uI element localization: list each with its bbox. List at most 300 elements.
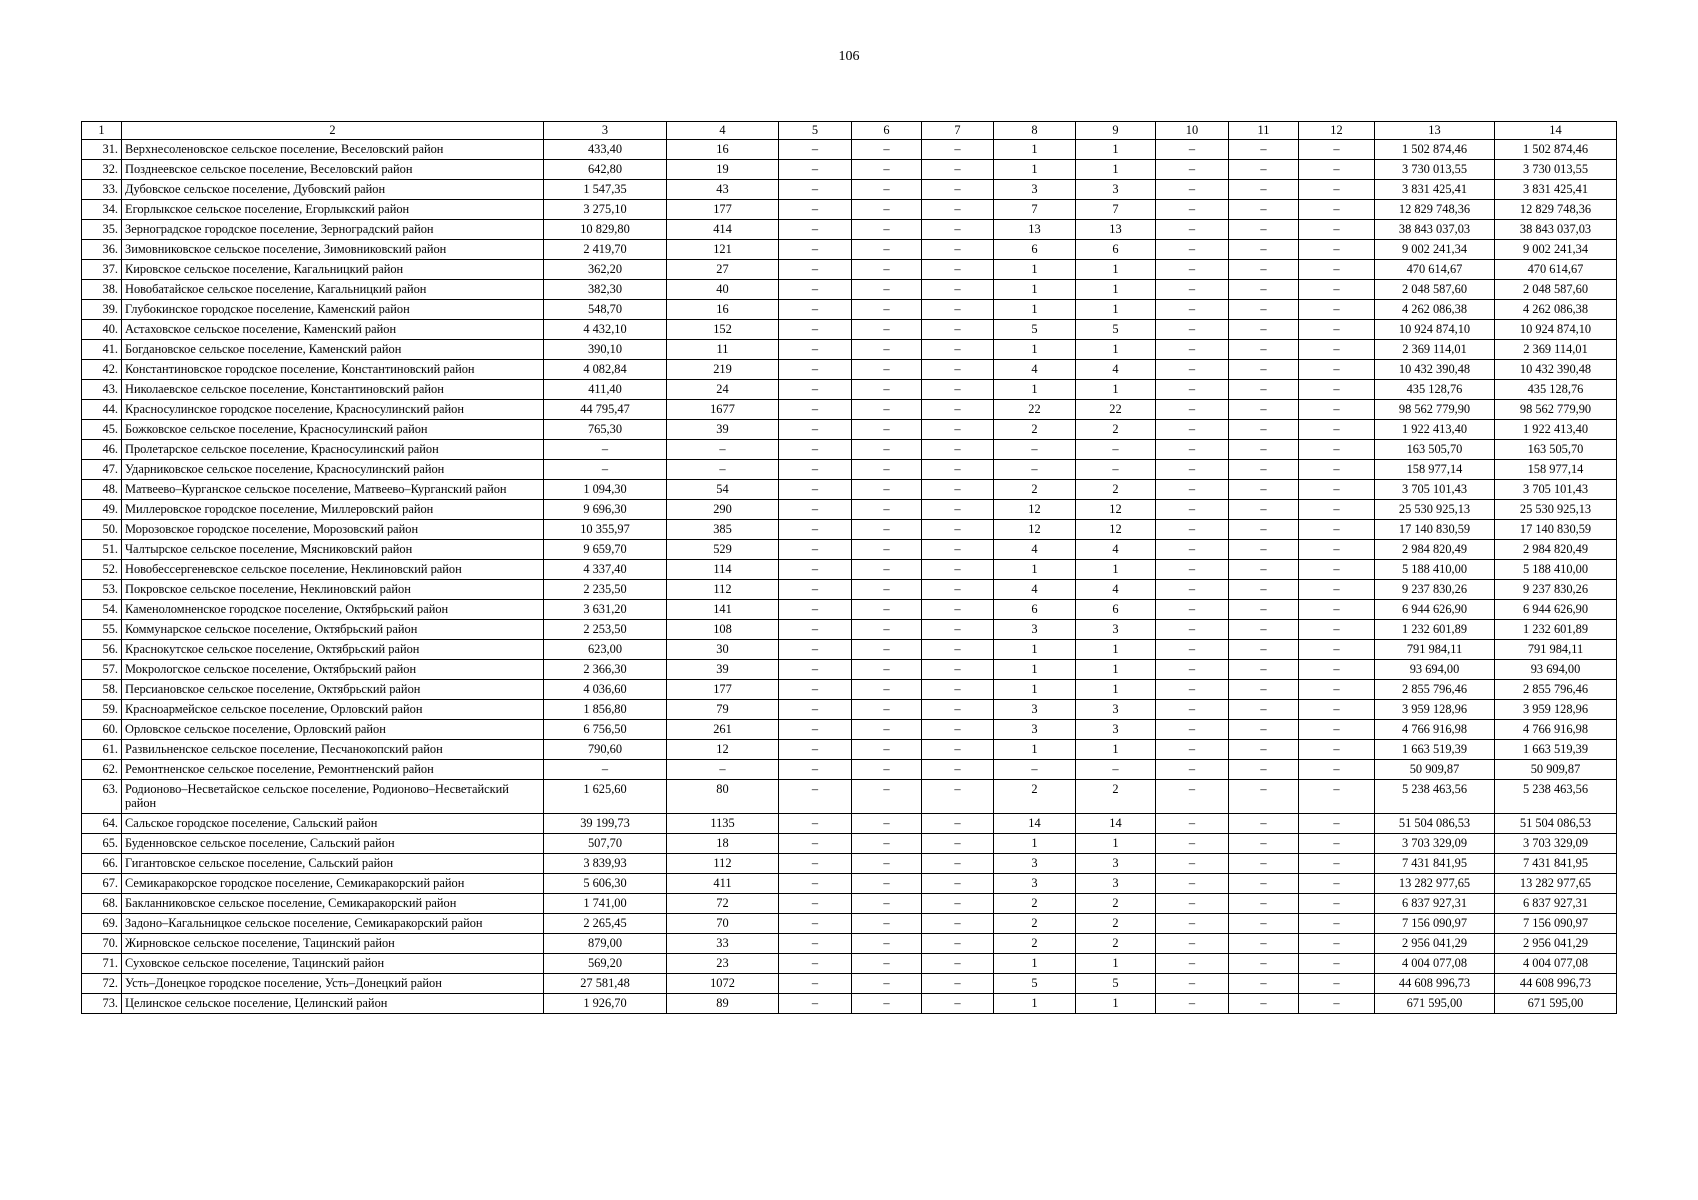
table-cell: – (1229, 220, 1299, 240)
table-cell: – (852, 814, 922, 834)
table-cell: 3 275,10 (544, 200, 667, 220)
table-cell: – (1229, 400, 1299, 420)
table-cell: – (779, 360, 852, 380)
table-cell: 2 855 796,46 (1375, 680, 1495, 700)
table-cell: 1 094,30 (544, 480, 667, 500)
table-cell: Покровское сельское поселение, Неклиновский район (122, 580, 544, 600)
table-cell: 98 562 779,90 (1375, 400, 1495, 420)
table-row (82, 914, 1617, 934)
table-cell: 3 631,20 (544, 600, 667, 620)
table-cell: – (922, 420, 994, 440)
table-cell: – (1229, 340, 1299, 360)
table-cell: Морозовское городское поселение, Морозовский район (122, 520, 544, 540)
table-cell: – (1299, 500, 1375, 520)
table-cell: 1 232 601,89 (1495, 620, 1617, 640)
table-cell: 3 (1076, 720, 1156, 740)
table-cell: – (922, 400, 994, 420)
table-cell: 1 (1076, 560, 1156, 580)
table-cell: 1 (994, 560, 1076, 580)
table-cell: Красносулинское городское поселение, Красносулинский район (122, 400, 544, 420)
table-cell: 2 855 796,46 (1495, 680, 1617, 700)
table-cell: – (779, 380, 852, 400)
table-header-row (82, 122, 1617, 140)
table-cell: 3 (994, 874, 1076, 894)
table-cell: 9 237 830,26 (1495, 580, 1617, 600)
table-cell: 59. (82, 700, 122, 720)
table-cell: – (852, 954, 922, 974)
table-cell: 52. (82, 560, 122, 580)
table-cell: 32. (82, 160, 122, 180)
table-cell: 48. (82, 480, 122, 500)
table-cell: 1 (1076, 680, 1156, 700)
table-cell: 5 188 410,00 (1375, 560, 1495, 580)
table-cell: – (1299, 934, 1375, 954)
table-cell: – (922, 520, 994, 540)
table-cell: 66. (82, 854, 122, 874)
table-cell: 51. (82, 540, 122, 560)
table-cell: 17 140 830,59 (1495, 520, 1617, 540)
table-cell: – (852, 220, 922, 240)
table-cell: – (1156, 874, 1229, 894)
table-cell: – (544, 440, 667, 460)
table-cell: – (1156, 720, 1229, 740)
table-cell: – (852, 400, 922, 420)
table-cell: Зимовниковское сельское поселение, Зимовниковский район (122, 240, 544, 260)
table-cell: 50 909,87 (1375, 760, 1495, 780)
table-cell: 40. (82, 320, 122, 340)
table-cell: – (852, 240, 922, 260)
table-cell: – (922, 180, 994, 200)
table-cell: 3 (994, 720, 1076, 740)
table-cell: – (1229, 680, 1299, 700)
table-cell: 98 562 779,90 (1495, 400, 1617, 420)
table-cell: – (922, 200, 994, 220)
table-cell: 1 663 519,39 (1495, 740, 1617, 760)
table-cell: 671 595,00 (1375, 994, 1495, 1014)
table-cell: – (852, 834, 922, 854)
table-cell: – (852, 380, 922, 400)
table-cell: Персиановское сельское поселение, Октябрьский район (122, 680, 544, 700)
table-cell: – (1156, 580, 1229, 600)
table-cell: 3 959 128,96 (1495, 700, 1617, 720)
table-cell: – (1229, 540, 1299, 560)
table-cell: – (1299, 854, 1375, 874)
table-row (82, 580, 1617, 600)
table-cell: – (1156, 180, 1229, 200)
table-row (82, 440, 1617, 460)
table-cell: – (1156, 954, 1229, 974)
table-cell: Родионово–Несветайское сельское поселение, Родионово–Несветайский район (122, 780, 544, 814)
table-cell: – (922, 894, 994, 914)
table-cell: 54. (82, 600, 122, 620)
table-cell: – (1156, 600, 1229, 620)
table-cell: Верхнесоленовское сельское поселение, Веселовский район (122, 140, 544, 160)
table-cell: – (1229, 180, 1299, 200)
table-cell: – (922, 500, 994, 520)
table-cell: – (922, 360, 994, 380)
table-cell: Позднеевское сельское поселение, Веселовский район (122, 160, 544, 180)
table-cell: 5 238 463,56 (1495, 780, 1617, 814)
table-cell: – (1299, 560, 1375, 580)
table-cell: 3 (1076, 700, 1156, 720)
table-cell: 17 140 830,59 (1375, 520, 1495, 540)
table-cell: 1 625,60 (544, 780, 667, 814)
table-cell: – (1299, 380, 1375, 400)
table-cell: 9 002 241,34 (1495, 240, 1617, 260)
table-cell: – (1229, 954, 1299, 974)
table-cell: 3 703 329,09 (1375, 834, 1495, 854)
table-cell: Буденновское сельское поселение, Сальский район (122, 834, 544, 854)
table-cell: 19 (667, 160, 779, 180)
table-cell: 507,70 (544, 834, 667, 854)
table-cell: 12 (1076, 520, 1156, 540)
table-cell: – (779, 200, 852, 220)
table-cell: – (1156, 340, 1229, 360)
table-cell: – (779, 440, 852, 460)
table-cell: 2 (1076, 934, 1156, 954)
table-cell: 71. (82, 954, 122, 974)
table-row (82, 500, 1617, 520)
table-cell: – (852, 600, 922, 620)
table-cell: 1 502 874,46 (1375, 140, 1495, 160)
table-cell: – (779, 854, 852, 874)
table-cell: – (922, 994, 994, 1014)
table-cell: 23 (667, 954, 779, 974)
table-cell: 10 829,80 (544, 220, 667, 240)
table-row (82, 180, 1617, 200)
table-cell: 1 (994, 640, 1076, 660)
table-cell: – (779, 620, 852, 640)
table-cell: 5 (1076, 320, 1156, 340)
table-cell: 61. (82, 740, 122, 760)
table-cell: 121 (667, 240, 779, 260)
table-cell: Бакланниковское сельское поселение, Семикаракорский район (122, 894, 544, 914)
table-cell: Богдановское сельское поселение, Каменский район (122, 340, 544, 360)
table-cell: – (922, 914, 994, 934)
table-cell: 31. (82, 140, 122, 160)
table-cell: 4 004 077,08 (1495, 954, 1617, 974)
table-cell: 569,20 (544, 954, 667, 974)
table-cell: – (1156, 200, 1229, 220)
table-cell: – (1156, 500, 1229, 520)
table-cell: – (1299, 620, 1375, 640)
table-row (82, 760, 1617, 780)
table-row (82, 240, 1617, 260)
table-cell: 4 337,40 (544, 560, 667, 580)
table-cell: – (1299, 220, 1375, 240)
table-cell: – (1229, 360, 1299, 380)
table-cell: 18 (667, 834, 779, 854)
table-cell: 5 (1076, 974, 1156, 994)
table-cell: – (922, 320, 994, 340)
table-cell: 2 265,45 (544, 914, 667, 934)
table-cell: 12 (667, 740, 779, 760)
table-row (82, 540, 1617, 560)
table-cell: – (1229, 780, 1299, 814)
table-cell: – (922, 600, 994, 620)
table-row (82, 934, 1617, 954)
table-cell: 158 977,14 (1495, 460, 1617, 480)
table-cell: Глубокинское городское поселение, Каменский район (122, 300, 544, 320)
table-cell: – (994, 760, 1076, 780)
table-cell: – (779, 220, 852, 240)
table-cell: – (779, 660, 852, 680)
table-cell: 3 730 013,55 (1495, 160, 1617, 180)
table-cell: 3 (994, 620, 1076, 640)
table-cell: 411,40 (544, 380, 667, 400)
table-cell: 642,80 (544, 160, 667, 180)
table-cell: 2 048 587,60 (1495, 280, 1617, 300)
table-cell: 765,30 (544, 420, 667, 440)
table-cell: 3 730 013,55 (1375, 160, 1495, 180)
table-cell: – (779, 180, 852, 200)
table-cell: 219 (667, 360, 779, 380)
table-cell: – (922, 480, 994, 500)
table-cell: – (1299, 280, 1375, 300)
table-cell: 72. (82, 974, 122, 994)
column-header: 9 (1076, 122, 1156, 140)
table-cell: – (1229, 600, 1299, 620)
table-cell: 69. (82, 914, 122, 934)
table-cell: – (1299, 680, 1375, 700)
table-cell: 390,10 (544, 340, 667, 360)
table-row (82, 480, 1617, 500)
table-cell: – (852, 140, 922, 160)
table-cell: 177 (667, 200, 779, 220)
table-cell: – (922, 620, 994, 640)
table-cell: 1 (1076, 300, 1156, 320)
table-cell: – (1299, 914, 1375, 934)
table-cell: – (1229, 894, 1299, 914)
table-cell: – (779, 994, 852, 1014)
table-cell: Ударниковское сельское поселение, Красносулинский район (122, 460, 544, 480)
table-row (82, 974, 1617, 994)
table-cell: – (852, 640, 922, 660)
table-cell: 1135 (667, 814, 779, 834)
table-cell: 3 (994, 700, 1076, 720)
table-cell: – (1299, 300, 1375, 320)
table-cell: – (922, 640, 994, 660)
table-cell: – (1229, 700, 1299, 720)
table-cell: 4 036,60 (544, 680, 667, 700)
table-cell: 2 (994, 480, 1076, 500)
column-header: 13 (1375, 122, 1495, 140)
table-cell: 1 (1076, 834, 1156, 854)
table-cell: 12 829 748,36 (1495, 200, 1617, 220)
table-cell: 33. (82, 180, 122, 200)
table-cell: 3 705 101,43 (1375, 480, 1495, 500)
table-cell: – (852, 340, 922, 360)
table-cell: 3 703 329,09 (1495, 834, 1617, 854)
data-table (81, 121, 1617, 1014)
table-cell: – (852, 440, 922, 460)
table-cell: – (779, 680, 852, 700)
table-cell: – (544, 460, 667, 480)
table-cell: – (1156, 360, 1229, 380)
table-cell: – (922, 220, 994, 240)
table-cell: 163 505,70 (1375, 440, 1495, 460)
table-cell: 6 944 626,90 (1495, 600, 1617, 620)
column-header: 5 (779, 122, 852, 140)
table-cell: – (779, 280, 852, 300)
table-cell: 1 (994, 660, 1076, 680)
table-cell: – (779, 240, 852, 260)
column-header: 10 (1156, 122, 1229, 140)
table-cell: 12 829 748,36 (1375, 200, 1495, 220)
table-cell: 1 547,35 (544, 180, 667, 200)
table-row (82, 954, 1617, 974)
table-row (82, 200, 1617, 220)
table-cell: – (1229, 640, 1299, 660)
table-cell: – (779, 520, 852, 540)
table-cell: 362,20 (544, 260, 667, 280)
table-cell: – (852, 480, 922, 500)
table-cell: 1 (1076, 954, 1156, 974)
table-cell: 2 (994, 934, 1076, 954)
table-cell: 4 766 916,98 (1375, 720, 1495, 740)
table-cell: – (779, 974, 852, 994)
table-row (82, 620, 1617, 640)
table-cell: 63. (82, 780, 122, 814)
table-cell: 3 705 101,43 (1495, 480, 1617, 500)
table-cell: 3 839,93 (544, 854, 667, 874)
column-header: 1 (82, 122, 122, 140)
table-cell: – (1229, 740, 1299, 760)
table-cell: – (852, 280, 922, 300)
table-cell: 470 614,67 (1375, 260, 1495, 280)
table-cell: 38. (82, 280, 122, 300)
table-row (82, 680, 1617, 700)
table-cell: – (1229, 320, 1299, 340)
table-cell: – (1229, 480, 1299, 500)
table-cell: 671 595,00 (1495, 994, 1617, 1014)
table-cell: 9 237 830,26 (1375, 580, 1495, 600)
table-cell: 1 (994, 994, 1076, 1014)
table-row (82, 660, 1617, 680)
table-cell: – (779, 600, 852, 620)
column-header: 2 (122, 122, 544, 140)
table-cell: 22 (994, 400, 1076, 420)
table-cell: – (852, 660, 922, 680)
table-cell: 50 909,87 (1495, 760, 1617, 780)
table-cell: 5 188 410,00 (1495, 560, 1617, 580)
table-cell: 1 (1076, 660, 1156, 680)
table-cell: – (1156, 540, 1229, 560)
table-cell: – (922, 240, 994, 260)
table-cell: 382,30 (544, 280, 667, 300)
table-cell: – (1229, 560, 1299, 580)
table-cell: – (779, 700, 852, 720)
table-cell: – (1229, 500, 1299, 520)
table-cell: – (1229, 660, 1299, 680)
table-cell: – (1299, 440, 1375, 460)
table-cell: 6 837 927,31 (1495, 894, 1617, 914)
table-cell: Семикаракорское городское поселение, Семикаракорский район (122, 874, 544, 894)
table-cell: – (1229, 874, 1299, 894)
table-cell: 79 (667, 700, 779, 720)
table-cell: Новобатайское сельское поселение, Кагальницкий район (122, 280, 544, 300)
table-cell: 1 (1076, 640, 1156, 660)
table-cell: Егорлыкское сельское поселение, Егорлыкский район (122, 200, 544, 220)
table-cell: – (1156, 260, 1229, 280)
table-cell: – (779, 320, 852, 340)
table-cell: Дубовское сельское поселение, Дубовский район (122, 180, 544, 200)
table-cell: Каменоломненское городское поселение, Октябрьский район (122, 600, 544, 620)
column-header: 7 (922, 122, 994, 140)
table-cell: 2 (1076, 894, 1156, 914)
table-cell: – (1299, 760, 1375, 780)
table-cell: – (1156, 280, 1229, 300)
table-cell: – (1156, 994, 1229, 1014)
table-cell: – (852, 460, 922, 480)
table-cell: 1 (994, 954, 1076, 974)
table-cell: 1 (994, 260, 1076, 280)
table-cell: 2 (994, 780, 1076, 814)
table-cell: – (1299, 894, 1375, 914)
table-cell: 1 (1076, 740, 1156, 760)
table-cell: – (852, 740, 922, 760)
table-cell: – (852, 854, 922, 874)
table-cell: Сальское городское поселение, Сальский район (122, 814, 544, 834)
table-cell: 2 (1076, 420, 1156, 440)
table-cell: 39 (667, 420, 779, 440)
table-cell: 2 048 587,60 (1375, 280, 1495, 300)
table-row (82, 994, 1617, 1014)
table-cell: 12 (994, 520, 1076, 540)
table-cell: – (852, 320, 922, 340)
table-cell: 1 (994, 160, 1076, 180)
table-cell: Задоно–Кагальницкое сельское поселение, Семикаракорский район (122, 914, 544, 934)
table-cell: – (1156, 560, 1229, 580)
table-cell: 2 984 820,49 (1375, 540, 1495, 560)
table-cell: 5 238 463,56 (1375, 780, 1495, 814)
table-cell: – (1156, 974, 1229, 994)
table-cell: – (1299, 580, 1375, 600)
table-cell: 54 (667, 480, 779, 500)
table-cell: 158 977,14 (1375, 460, 1495, 480)
table-cell: 4 (1076, 360, 1156, 380)
table-cell: – (1156, 854, 1229, 874)
table-cell: – (922, 680, 994, 700)
table-cell: 43. (82, 380, 122, 400)
table-cell: 72 (667, 894, 779, 914)
table-cell: – (922, 260, 994, 280)
table-cell: – (779, 300, 852, 320)
table-cell: – (779, 540, 852, 560)
table-row (82, 700, 1617, 720)
table-cell: – (922, 280, 994, 300)
table-cell: – (1156, 914, 1229, 934)
table-cell: – (1299, 460, 1375, 480)
table-cell: 13 (1076, 220, 1156, 240)
table-cell: 16 (667, 140, 779, 160)
table-cell: 34. (82, 200, 122, 220)
table-cell: – (1156, 140, 1229, 160)
table-cell: Пролетарское сельское поселение, Красносулинский район (122, 440, 544, 460)
table-cell: – (779, 954, 852, 974)
table-cell: 7 431 841,95 (1375, 854, 1495, 874)
table-cell: – (922, 740, 994, 760)
table-cell: 39. (82, 300, 122, 320)
table-cell: 56. (82, 640, 122, 660)
table-cell: 9 659,70 (544, 540, 667, 560)
table-cell: – (1076, 440, 1156, 460)
table-cell: 10 432 390,48 (1495, 360, 1617, 380)
table-cell: – (1229, 994, 1299, 1014)
table-cell: 70. (82, 934, 122, 954)
table-cell: – (922, 300, 994, 320)
table-cell: 35. (82, 220, 122, 240)
